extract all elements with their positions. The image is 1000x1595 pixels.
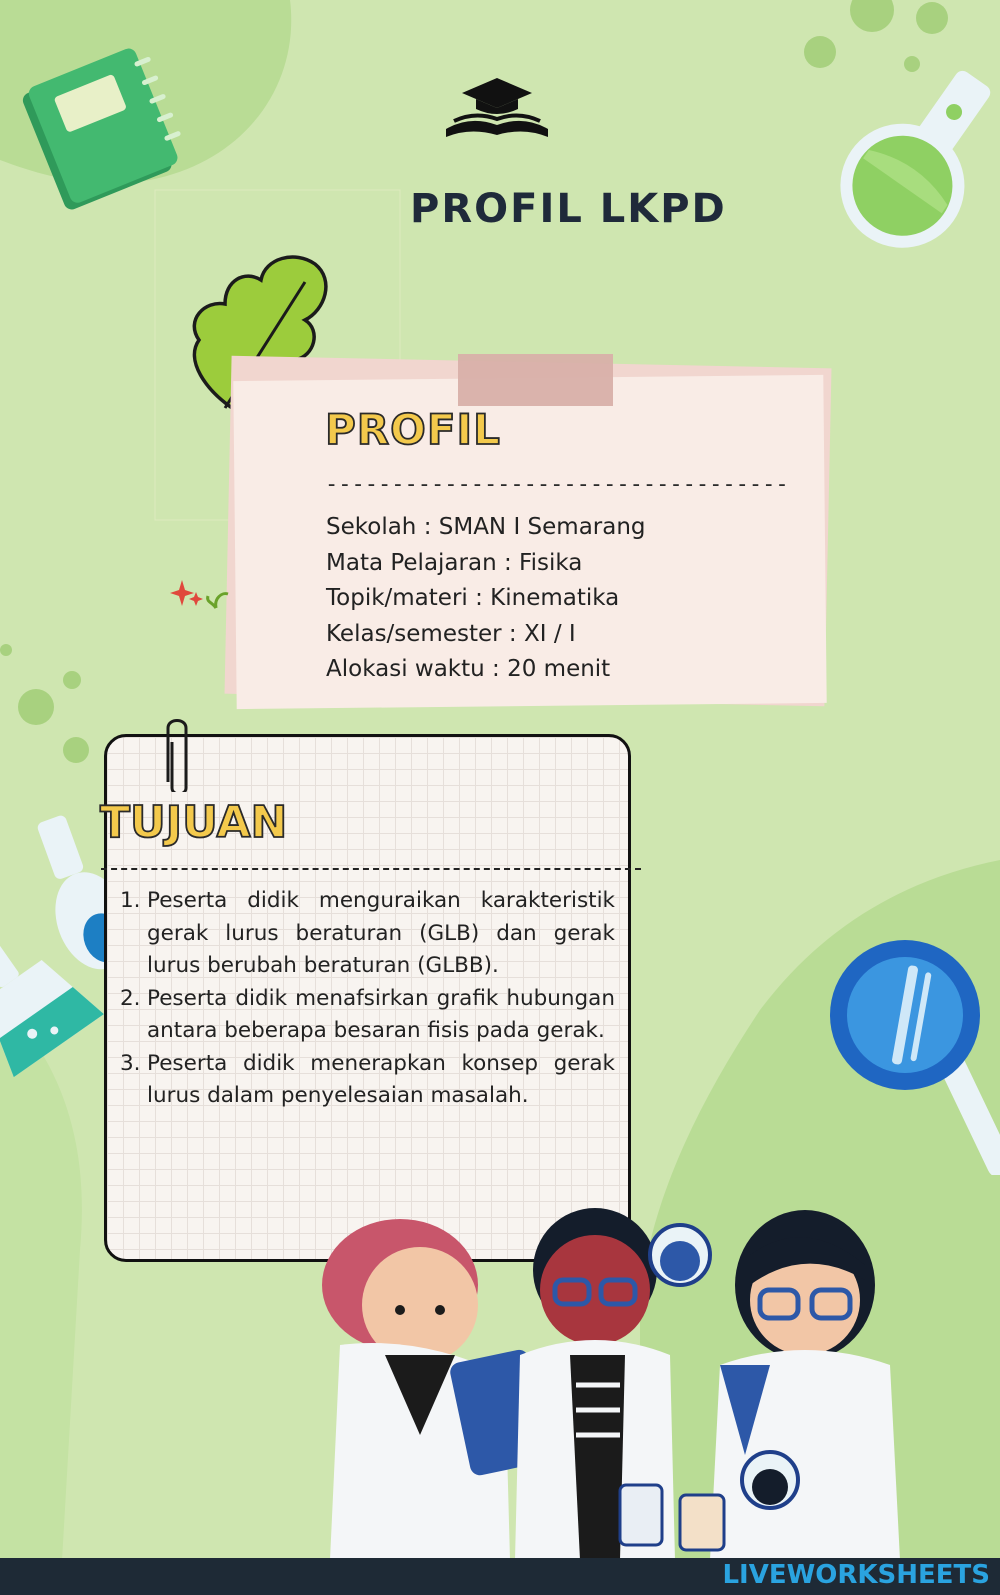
magnifier-icon [830,935,1000,1175]
profil-line-kelas: Kelas/semester : XI / I [326,620,576,647]
list-item-text: Peserta didik menguraikan karakteristik gerak lurus beraturan (GLB) dan gerak lurus berubah beraturan (GLBB). [147,888,615,978]
tujuan-heading: TUJUAN [100,797,288,848]
profil-line-sekolah: Sekolah : SMAN I Semarang [326,514,646,540]
profil-line-topik: Topik/materi : Kinematika [326,585,620,611]
sparkle-icon [170,578,235,618]
list-item-number: 3. [120,1050,141,1076]
list-item [120,983,615,1048]
list-item [120,1048,615,1113]
list-item [120,885,615,983]
graduation-cap-icon [440,75,560,145]
list-item-number: 2. [120,985,141,1011]
profil-heading: PROFIL [325,405,501,454]
profil-line-mapel: Mata Pelajaran : Fisika [326,549,583,576]
profil-details [326,510,646,688]
notebook-icon [8,40,183,215]
tujuan-divider [101,868,641,870]
scientists-illustration [290,1195,970,1560]
profil-line-alokasi: Alokasi waktu : 20 menit [326,656,611,682]
list-item-text: Peserta didik menafsirkan grafik hubungan antara beberapa besaran fisis pada gerak. [147,985,615,1043]
flask-icon [838,60,998,260]
list-item-text: Peserta didik menerapkan konsep gerak lurus dalam penyelesaian masalah. [147,1050,615,1108]
profil-divider: ----------------------------------- [325,472,789,497]
tape-strip [458,354,613,406]
paperclip-icon [160,712,194,792]
left-flasks-icon [0,810,110,1100]
tujuan-list [120,885,615,1113]
list-item-number: 1. [120,888,141,913]
brand-logo[interactable]: LIVEWORKSHEETS [722,1560,990,1590]
page-title: PROFIL LKPD [410,186,727,232]
